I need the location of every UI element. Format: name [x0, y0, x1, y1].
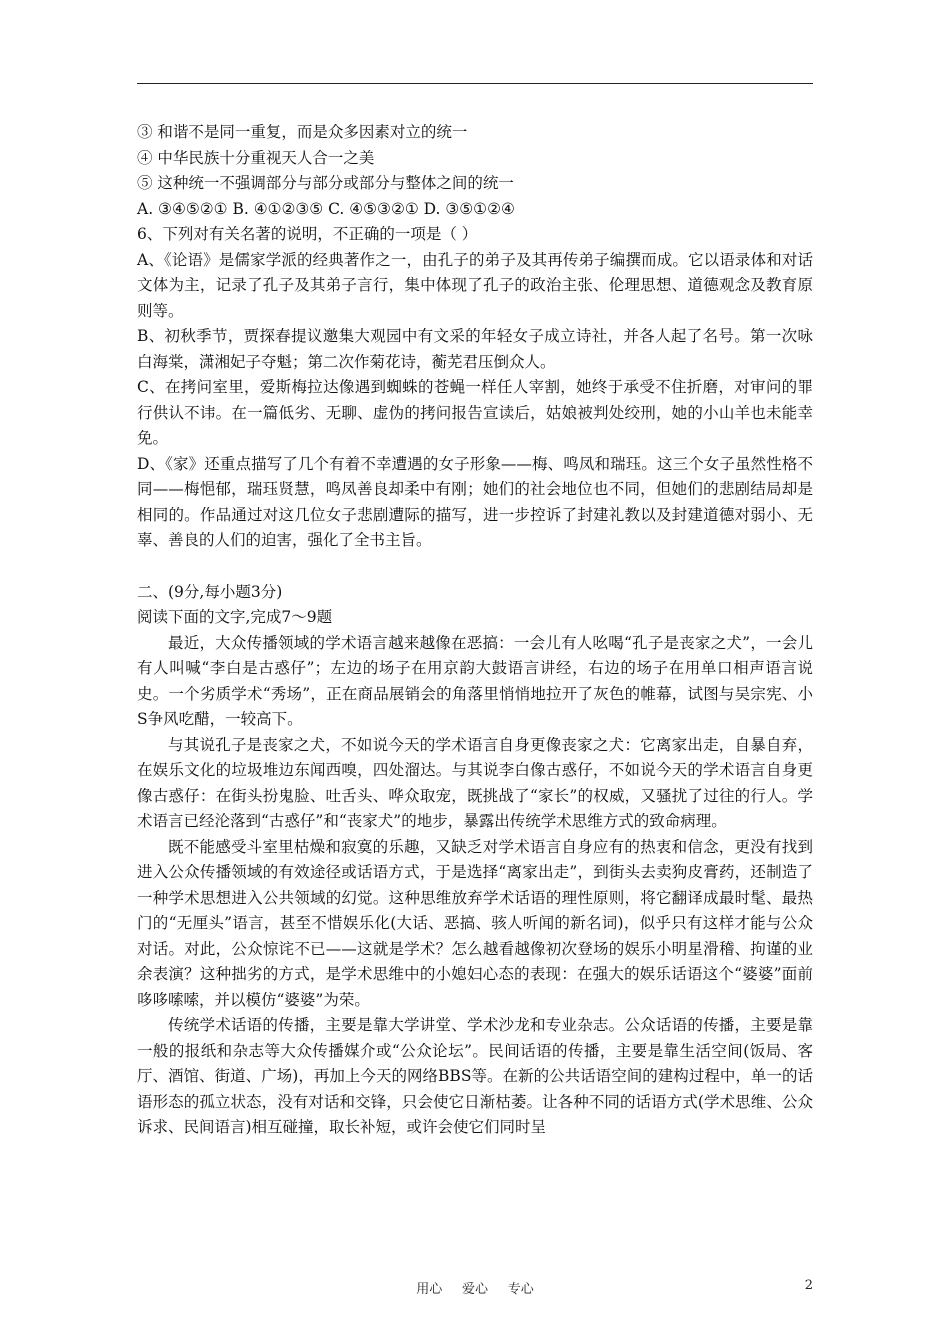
question-6-option-b: B、初秋季节，贾探春提议邀集大观园中有文采的年轻女子成立诗社，并各人起了名号。第一次咏白海棠，潇湘妃子夺魁；第二次作菊花诗，蘅芜君压倒众人。	[137, 327, 813, 371]
page-footer	[0, 1278, 950, 1298]
footer-slogan: 用心 爱心 专心	[416, 1282, 534, 1297]
question-6-option-a: A、《论语》是儒家学派的经典著作之一，由孔子的弟子及其再传弟子编撰而成。它以语录体和对话文体为主，记录了孔子及其弟子言行，集中体现了孔子的政治主张、伦理思想、道德观念及教育原则等。	[137, 250, 813, 320]
passage-paragraph-3: 既不能感受斗室里枯燥和寂寞的乐趣，又缺乏对学术语言自身应有的热衷和信念，更没有找到进入公众传播领域的有效途径或话语方式，于是选择“离家出走”，到街头去卖狗皮膏药，还制造了一种学术思想进入公共领域的幻觉。这种思维放弃学术话语的理性原则，将它翻译成最时髦、最热门的“无厘头”语言，甚至不惜娱乐化(大话、恶搞、骇人听闻的新名词)，似乎只有这样才能与公众对话。对此，公众惊诧不已——这就是学术？怎么越看越像初次登场的娱乐小明星滑稽、拘谨的业余表演？这种拙劣的方式，是学术思维中的小媳妇心态的表现：在强大的娱乐话语这个“婆婆”面前哆哆嗦嗦，并以模仿“婆婆”为荣。	[137, 837, 813, 1009]
answer-choices: A. ③④⑤②① B. ④①②③⑤ C. ④⑤③②① D. ③⑤①②④	[137, 199, 515, 218]
section-2-instruction: 阅读下面的文字,完成7～9题	[137, 608, 333, 626]
option-item-5: ⑤ 这种统一不强调部分与部分或部分与整体之间的统一	[137, 174, 514, 192]
passage-paragraph-1: 最近，大众传播领域的学术语言越来越像在恶搞：一会儿有人吆喝“孔子是丧家之犬”，一会儿有人叫喊“李白是古惑仔”；左边的场子在用京韵大鼓语言讲经，右边的场子在用单口相声语言说史。一个劣质学术“秀场”，正在商品展销会的角落里悄悄地拉开了灰色的帷幕，试图与吴宗宪、小S争风吃醋，一较高下。	[137, 633, 813, 728]
section-gap	[137, 554, 813, 580]
question-6-option-c: C、在拷问室里，爱斯梅拉达像遇到蜘蛛的苍蝇一样任人宰割，她终于承受不住折磨，对审问的罪行供认不讳。在一篇低劣、无聊、虚伪的拷问报告宣读后，姑娘被判处绞刑，她的小山羊也未能幸免。	[137, 378, 813, 447]
header-rule	[137, 83, 813, 84]
page-content	[137, 120, 813, 1141]
option-item-3: ③ 和谐不是同一重复，而是众多因素对立的统一	[137, 123, 468, 141]
section-2-heading: 二、(9分,每小题3分)	[137, 582, 283, 601]
passage-paragraph-2: 与其说孔子是丧家之犬，不如说今天的学术语言自身更像丧家之犬：它离家出走，自暴自弃，在娱乐文化的垃圾堆边东闻西嗅，四处溜达。与其说李白像古惑仔，不如说今天的学术语言自身更像古惑仔：在街头扮鬼脸、吐舌头、哗众取宠，既挑战了“家长”的权威，又骚扰了过往的行人。学术语言已经沦落到“古惑仔”和“丧家犬”的地步，暴露出传统学术思维方式的致命病理。	[137, 735, 813, 830]
option-item-4: ④ 中华民族十分重视天人合一之美	[137, 148, 375, 167]
page-number: 2	[804, 1278, 813, 1293]
question-6-option-d: D、《家》还重点描写了几个有着不幸遭遇的女子形象——梅、鸣凤和瑞珏。这三个女子虽然性格不同——梅悒郁，瑞珏贤慧，鸣凤善良却柔中有刚；她们的社会地位也不同，但她们的悲剧结局却是相同的。作品通过对这几位女子悲剧遭际的描写，进一步控诉了封建礼教以及封建道德对弱小、无辜、善良的人们的迫害，强化了全书主旨。	[137, 454, 813, 549]
passage-paragraph-4: 传统学术话语的传播，主要是靠大学讲堂、学术沙龙和专业杂志。公众话语的传播，主要是靠一般的报纸和杂志等大众传播媒介或“公众论坛”。民间话语的传播，主要是靠生活空间(饭局、客厅、酒馆、街道、广场)，再加上今天的网络BBS等。在新的公共话语空间的建构过程中，单一的话语形态的孤立状态，没有对话和交锋，只会使它日渐枯萎。让各种不同的话语方式(学术思维、公众诉求、民间语言)相互碰撞，取长补短，或许会使它们同时呈	[137, 1016, 813, 1136]
question-6-stem: 6、下列对有关名著的说明，不正确的一项是（ ）	[137, 225, 478, 243]
